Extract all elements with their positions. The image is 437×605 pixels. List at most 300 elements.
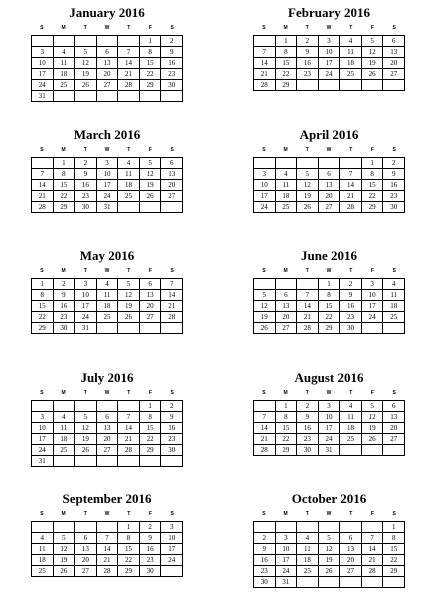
day-cell: 29 xyxy=(118,566,140,577)
day-cell: 16 xyxy=(383,180,405,191)
day-cell: 11 xyxy=(118,169,140,180)
day-cell: 9 xyxy=(297,412,319,423)
day-cell: 1 xyxy=(275,36,297,47)
day-cell: 7 xyxy=(118,412,140,423)
day-cell: 27 xyxy=(161,191,183,202)
weekday-label: F xyxy=(148,25,152,31)
weekday-header xyxy=(253,267,405,276)
weekday-label: T xyxy=(83,390,87,396)
day-cell xyxy=(361,445,383,456)
day-cell: 20 xyxy=(161,180,183,191)
day-cell xyxy=(161,456,183,467)
day-cell: 22 xyxy=(275,434,297,445)
day-cell: 15 xyxy=(361,180,383,191)
day-cell: 12 xyxy=(75,423,97,434)
week-row xyxy=(32,434,183,445)
day-cell: 13 xyxy=(340,544,362,555)
day-cell: 24 xyxy=(161,555,183,566)
weekday-label: T xyxy=(83,511,87,517)
day-cell: 16 xyxy=(161,58,183,69)
weekday-label: T xyxy=(349,511,353,517)
day-cell: 29 xyxy=(53,202,75,213)
day-cell: 30 xyxy=(297,445,319,456)
day-cell: 2 xyxy=(53,279,75,290)
week-row xyxy=(32,412,183,423)
day-cell: 16 xyxy=(75,180,97,191)
day-cell xyxy=(275,522,297,533)
day-cell: 20 xyxy=(139,301,161,312)
day-cell: 13 xyxy=(275,301,297,312)
day-cell: 1 xyxy=(118,522,140,533)
day-cell: 21 xyxy=(254,434,276,445)
day-cell: 22 xyxy=(318,312,340,323)
day-cell: 23 xyxy=(340,312,362,323)
day-cell xyxy=(75,36,97,47)
day-cell xyxy=(254,279,276,290)
day-cell: 10 xyxy=(318,412,340,423)
day-cell: 23 xyxy=(139,555,161,566)
day-cell: 2 xyxy=(297,36,319,47)
day-cell: 27 xyxy=(383,69,405,80)
weekday-label: S xyxy=(40,147,44,153)
day-cell: 13 xyxy=(161,169,183,180)
day-cell: 10 xyxy=(361,290,383,301)
day-cell xyxy=(139,323,161,334)
day-cell: 6 xyxy=(161,158,183,169)
day-cell: 24 xyxy=(318,434,340,445)
day-cell: 31 xyxy=(96,202,118,213)
day-cell: 31 xyxy=(318,445,340,456)
week-row xyxy=(254,412,405,423)
month-title: June 2016 xyxy=(301,248,357,263)
day-cell xyxy=(318,577,340,588)
weekday-label: S xyxy=(40,25,44,31)
day-cell: 14 xyxy=(96,544,118,555)
day-cell: 3 xyxy=(75,279,97,290)
week-row xyxy=(32,158,183,169)
day-cell: 11 xyxy=(297,544,319,555)
weekday-label: F xyxy=(148,147,152,153)
weekday-label: S xyxy=(40,268,44,274)
day-cell: 12 xyxy=(297,180,319,191)
day-cell xyxy=(297,80,319,91)
week-row xyxy=(32,312,183,323)
day-cell: 15 xyxy=(139,58,161,69)
month-title: October 2016 xyxy=(291,491,367,506)
day-cell: 12 xyxy=(118,290,140,301)
day-cell: 2 xyxy=(340,279,362,290)
day-cell: 21 xyxy=(161,301,183,312)
week-row xyxy=(254,180,405,191)
weekday-label: W xyxy=(326,390,332,396)
month-calendar xyxy=(31,127,183,213)
weekday-label: T xyxy=(127,25,131,31)
day-cell xyxy=(96,323,118,334)
day-cell xyxy=(32,36,54,47)
day-cell: 9 xyxy=(383,169,405,180)
weekday-label: T xyxy=(305,147,309,153)
day-cell: 1 xyxy=(383,522,405,533)
day-cell: 11 xyxy=(383,290,405,301)
day-cell: 8 xyxy=(318,290,340,301)
week-row xyxy=(254,301,405,312)
day-cell: 15 xyxy=(53,180,75,191)
day-cell: 8 xyxy=(361,169,383,180)
day-cell: 18 xyxy=(53,69,75,80)
day-cell: 25 xyxy=(53,445,75,456)
day-cell: 7 xyxy=(297,290,319,301)
month-title: February 2016 xyxy=(288,5,370,20)
day-cell: 4 xyxy=(96,279,118,290)
day-cell: 19 xyxy=(318,555,340,566)
week-row xyxy=(254,36,405,47)
day-cell xyxy=(254,522,276,533)
week-row xyxy=(254,533,405,544)
day-cell xyxy=(96,522,118,533)
day-cell: 5 xyxy=(297,169,319,180)
month-title: May 2016 xyxy=(79,248,135,263)
week-row xyxy=(32,279,183,290)
day-cell: 21 xyxy=(297,312,319,323)
day-cell: 9 xyxy=(340,290,362,301)
day-cell: 3 xyxy=(318,36,340,47)
day-cell: 10 xyxy=(161,533,183,544)
day-cell: 26 xyxy=(75,445,97,456)
weekday-header xyxy=(253,510,405,519)
day-cell xyxy=(297,158,319,169)
day-cell xyxy=(53,456,75,467)
day-cell: 27 xyxy=(340,566,362,577)
day-cell: 6 xyxy=(96,412,118,423)
day-grid xyxy=(253,157,405,213)
day-cell: 20 xyxy=(75,555,97,566)
day-cell: 12 xyxy=(254,301,276,312)
day-grid xyxy=(31,157,183,213)
day-cell: 27 xyxy=(383,434,405,445)
day-cell: 30 xyxy=(161,445,183,456)
day-cell: 26 xyxy=(361,434,383,445)
day-cell: 10 xyxy=(254,180,276,191)
month-calendar xyxy=(253,248,405,334)
day-cell: 8 xyxy=(139,412,161,423)
day-cell: 29 xyxy=(32,323,54,334)
day-cell xyxy=(32,158,54,169)
month-calendar xyxy=(253,370,405,456)
day-cell: 16 xyxy=(53,301,75,312)
week-row xyxy=(254,434,405,445)
day-cell xyxy=(139,91,161,102)
weekday-label: W xyxy=(104,25,110,31)
day-cell: 14 xyxy=(254,423,276,434)
day-cell xyxy=(297,522,319,533)
day-cell: 4 xyxy=(340,401,362,412)
day-cell: 5 xyxy=(361,401,383,412)
day-cell: 4 xyxy=(340,36,362,47)
weekday-label: M xyxy=(61,511,66,517)
day-cell: 30 xyxy=(139,566,161,577)
weekday-label: M xyxy=(61,268,66,274)
day-cell: 15 xyxy=(275,58,297,69)
day-cell: 9 xyxy=(75,169,97,180)
day-cell xyxy=(75,401,97,412)
weekday-label: S xyxy=(392,390,396,396)
day-cell: 25 xyxy=(32,566,54,577)
week-row xyxy=(32,36,183,47)
day-cell: 3 xyxy=(161,522,183,533)
day-cell: 14 xyxy=(32,180,54,191)
month-title: September 2016 xyxy=(62,491,152,506)
day-cell: 18 xyxy=(96,301,118,312)
weekday-label: T xyxy=(349,25,353,31)
day-cell: 8 xyxy=(53,169,75,180)
week-row xyxy=(32,522,183,533)
day-cell: 6 xyxy=(139,279,161,290)
week-row xyxy=(254,555,405,566)
day-cell: 3 xyxy=(275,533,297,544)
weekday-label: S xyxy=(170,268,174,274)
day-cell xyxy=(118,202,140,213)
day-cell: 18 xyxy=(32,555,54,566)
day-cell: 13 xyxy=(318,180,340,191)
day-cell: 29 xyxy=(361,202,383,213)
day-cell: 27 xyxy=(318,202,340,213)
weekday-label: F xyxy=(370,147,374,153)
day-cell: 18 xyxy=(340,423,362,434)
day-cell xyxy=(75,522,97,533)
day-cell xyxy=(75,456,97,467)
week-row xyxy=(254,323,405,334)
day-cell xyxy=(318,80,340,91)
day-cell: 11 xyxy=(275,180,297,191)
day-cell: 1 xyxy=(275,401,297,412)
week-row xyxy=(32,423,183,434)
day-cell xyxy=(383,577,405,588)
day-cell: 28 xyxy=(297,323,319,334)
week-row xyxy=(32,544,183,555)
weekday-label: S xyxy=(262,25,266,31)
day-cell xyxy=(139,202,161,213)
day-cell: 2 xyxy=(139,522,161,533)
day-cell: 5 xyxy=(318,533,340,544)
week-row xyxy=(254,80,405,91)
day-cell: 14 xyxy=(340,180,362,191)
weekday-label: F xyxy=(370,511,374,517)
day-cell xyxy=(161,202,183,213)
day-cell: 7 xyxy=(361,533,383,544)
day-cell: 15 xyxy=(32,301,54,312)
weekday-label: F xyxy=(148,268,152,274)
day-cell: 30 xyxy=(340,323,362,334)
month-title: August 2016 xyxy=(294,370,364,385)
day-cell: 1 xyxy=(139,401,161,412)
day-cell: 18 xyxy=(340,58,362,69)
day-cell: 26 xyxy=(53,566,75,577)
day-cell: 1 xyxy=(318,279,340,290)
weekday-label: F xyxy=(148,390,152,396)
weekday-label: T xyxy=(83,25,87,31)
day-cell: 1 xyxy=(32,279,54,290)
day-cell: 10 xyxy=(96,169,118,180)
day-cell: 9 xyxy=(53,290,75,301)
weekday-label: M xyxy=(283,147,288,153)
day-cell: 12 xyxy=(361,412,383,423)
day-cell: 16 xyxy=(161,423,183,434)
day-cell: 27 xyxy=(75,566,97,577)
week-row xyxy=(254,423,405,434)
month-title: July 2016 xyxy=(80,370,134,385)
day-cell: 25 xyxy=(383,312,405,323)
day-cell xyxy=(53,522,75,533)
day-cell: 1 xyxy=(53,158,75,169)
day-cell: 5 xyxy=(118,279,140,290)
day-cell: 26 xyxy=(118,312,140,323)
day-cell: 11 xyxy=(340,47,362,58)
day-cell: 19 xyxy=(75,434,97,445)
day-cell xyxy=(161,566,183,577)
day-cell: 27 xyxy=(275,323,297,334)
day-cell: 23 xyxy=(297,434,319,445)
day-cell: 11 xyxy=(96,290,118,301)
weekday-label: T xyxy=(83,268,87,274)
weekday-label: T xyxy=(127,268,131,274)
day-cell: 9 xyxy=(161,412,183,423)
month-calendar xyxy=(253,491,405,588)
weekday-header xyxy=(253,389,405,398)
day-cell: 2 xyxy=(297,401,319,412)
day-cell: 15 xyxy=(318,301,340,312)
weekday-label: M xyxy=(61,147,66,153)
day-cell: 21 xyxy=(96,555,118,566)
day-cell: 3 xyxy=(96,158,118,169)
day-cell xyxy=(383,323,405,334)
day-cell xyxy=(161,91,183,102)
day-cell xyxy=(32,522,54,533)
week-row xyxy=(32,555,183,566)
day-cell: 29 xyxy=(139,80,161,91)
week-row xyxy=(254,202,405,213)
day-cell: 24 xyxy=(32,445,54,456)
weekday-label: S xyxy=(40,511,44,517)
day-cell: 7 xyxy=(96,533,118,544)
weekday-label: S xyxy=(262,511,266,517)
day-cell xyxy=(275,158,297,169)
day-cell xyxy=(118,91,140,102)
day-cell xyxy=(254,158,276,169)
day-cell xyxy=(118,323,140,334)
month-calendar xyxy=(31,5,183,102)
day-cell xyxy=(318,158,340,169)
day-cell: 5 xyxy=(254,290,276,301)
day-cell xyxy=(340,577,362,588)
day-cell: 3 xyxy=(361,279,383,290)
day-cell: 19 xyxy=(361,58,383,69)
day-cell: 11 xyxy=(53,58,75,69)
day-cell: 13 xyxy=(96,423,118,434)
day-cell: 8 xyxy=(275,47,297,58)
day-cell: 26 xyxy=(254,323,276,334)
day-cell: 24 xyxy=(32,80,54,91)
day-cell xyxy=(297,577,319,588)
day-cell: 14 xyxy=(118,423,140,434)
day-cell: 2 xyxy=(383,158,405,169)
day-cell: 10 xyxy=(32,58,54,69)
week-row xyxy=(32,169,183,180)
day-cell: 15 xyxy=(383,544,405,555)
day-cell: 30 xyxy=(383,202,405,213)
day-cell: 21 xyxy=(118,434,140,445)
weekday-label: T xyxy=(305,390,309,396)
day-cell: 21 xyxy=(254,69,276,80)
day-cell: 24 xyxy=(254,202,276,213)
day-cell: 29 xyxy=(318,323,340,334)
day-cell: 4 xyxy=(53,412,75,423)
day-cell: 14 xyxy=(118,58,140,69)
day-cell xyxy=(361,80,383,91)
weekday-label: T xyxy=(127,147,131,153)
week-row xyxy=(254,566,405,577)
day-cell: 17 xyxy=(161,544,183,555)
week-row xyxy=(32,58,183,69)
day-cell: 16 xyxy=(340,301,362,312)
day-cell: 23 xyxy=(53,312,75,323)
day-cell: 24 xyxy=(75,312,97,323)
day-grid xyxy=(31,35,183,102)
weekday-label: F xyxy=(370,268,374,274)
week-row xyxy=(32,456,183,467)
day-cell: 15 xyxy=(275,423,297,434)
weekday-label: F xyxy=(370,390,374,396)
day-cell: 25 xyxy=(118,191,140,202)
day-cell: 16 xyxy=(139,544,161,555)
day-cell: 5 xyxy=(361,36,383,47)
day-cell: 3 xyxy=(32,47,54,58)
day-cell: 28 xyxy=(32,202,54,213)
day-grid xyxy=(253,400,405,456)
day-cell: 17 xyxy=(254,191,276,202)
day-cell: 12 xyxy=(53,544,75,555)
day-cell: 6 xyxy=(340,533,362,544)
day-cell: 4 xyxy=(118,158,140,169)
day-cell: 9 xyxy=(254,544,276,555)
day-cell: 20 xyxy=(383,423,405,434)
weekday-label: S xyxy=(262,390,266,396)
weekday-label: M xyxy=(283,390,288,396)
day-cell: 22 xyxy=(118,555,140,566)
day-cell xyxy=(53,401,75,412)
weekday-label: W xyxy=(104,511,110,517)
day-cell: 27 xyxy=(139,312,161,323)
weekday-label: M xyxy=(283,268,288,274)
day-cell: 14 xyxy=(254,58,276,69)
week-row xyxy=(32,533,183,544)
day-cell xyxy=(383,445,405,456)
day-cell: 30 xyxy=(161,80,183,91)
day-cell: 7 xyxy=(161,279,183,290)
weekday-header xyxy=(253,24,405,33)
day-cell: 30 xyxy=(254,577,276,588)
weekday-label: M xyxy=(283,25,288,31)
day-cell: 29 xyxy=(275,80,297,91)
day-cell: 22 xyxy=(139,434,161,445)
day-cell: 21 xyxy=(118,69,140,80)
day-cell: 2 xyxy=(254,533,276,544)
week-row xyxy=(254,58,405,69)
day-cell: 17 xyxy=(361,301,383,312)
day-cell xyxy=(361,522,383,533)
weekday-label: W xyxy=(326,25,332,31)
day-cell: 31 xyxy=(75,323,97,334)
day-cell: 21 xyxy=(361,555,383,566)
